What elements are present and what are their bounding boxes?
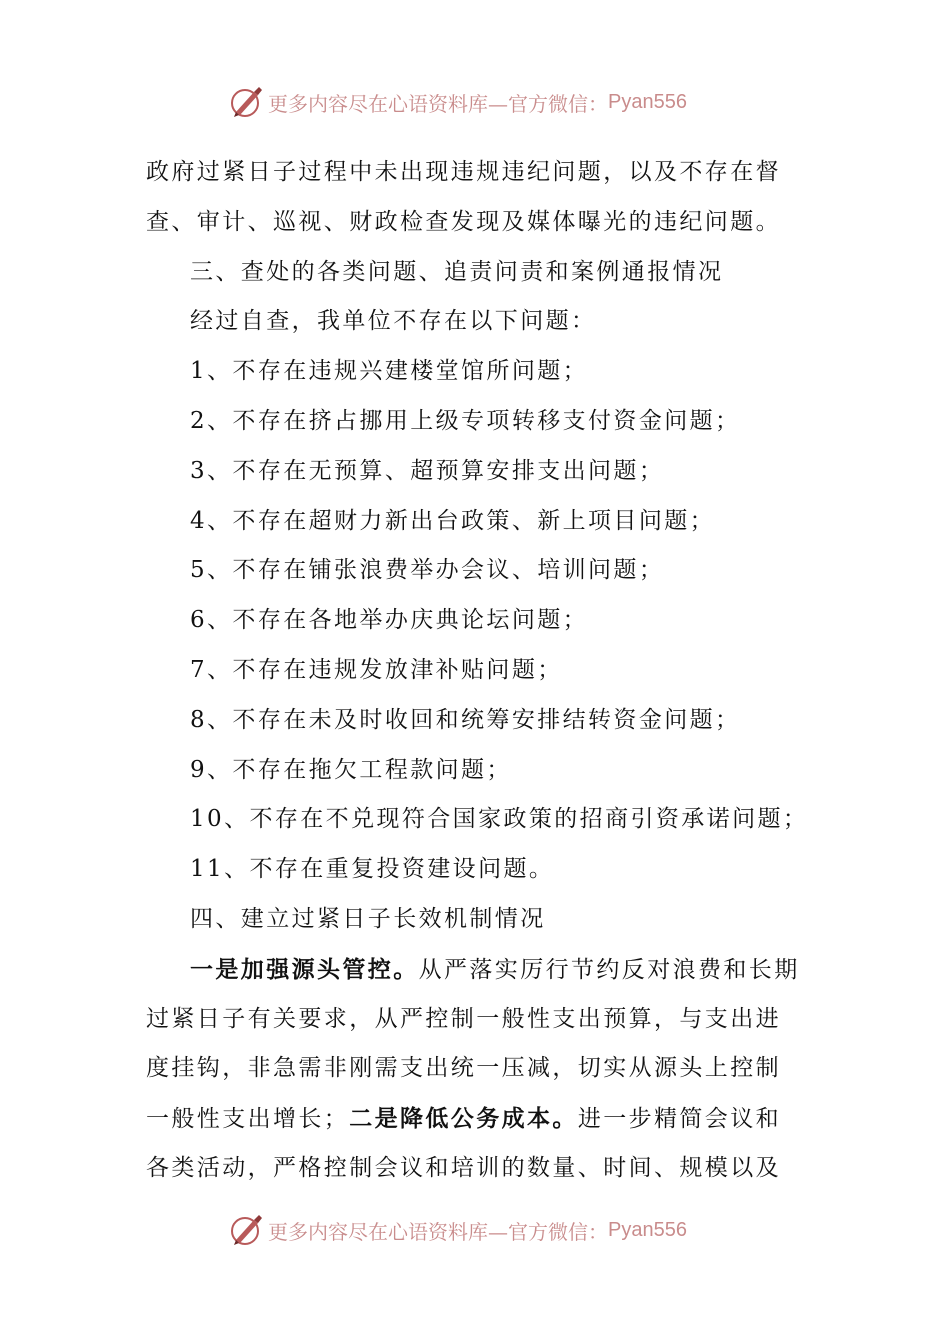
watermark-wechat-id: Pyan556 bbox=[608, 1218, 687, 1241]
list-item: 9、不存在拖欠工程款问题； bbox=[190, 756, 512, 783]
paragraph-line bbox=[146, 1094, 806, 1144]
list-item: 7、不存在违规发放津补贴问题； bbox=[190, 656, 563, 683]
watermark-text: 更多内容尽在心语资料库—官方微信： bbox=[268, 1219, 608, 1244]
bold-lead-2: 二是降低公务成本。 bbox=[349, 1105, 578, 1133]
list-item: 10、不存在不兑现符合国家政策的招商引资承诺问题； bbox=[190, 806, 809, 833]
paragraph-line: 各类活动，严格控制会议和培训的数量、时间、规模以及 bbox=[146, 1154, 781, 1181]
watermark-header bbox=[228, 82, 687, 122]
paragraph-text: 从严落实厉行节约反对浪费和长期 bbox=[418, 956, 800, 983]
paragraph-text: 进一步精简会议和 bbox=[577, 1106, 782, 1133]
paragraph-line bbox=[146, 945, 806, 995]
paragraph-text: 一般性支出增长； bbox=[146, 1106, 350, 1133]
list-item: 11、不存在重复投资建设问题。 bbox=[190, 856, 555, 883]
list-item: 3、不存在无预算、超预算安排支出问题； bbox=[190, 457, 665, 484]
section-heading-3: 三、查处的各类问题、追责问责和案例通报情况 bbox=[190, 258, 724, 285]
paragraph-line: 查、审计、巡视、财政检查发现及媒体曝光的违纪问题。 bbox=[146, 208, 781, 235]
pen-logo-icon bbox=[228, 84, 264, 120]
list-item: 2、不存在挤占挪用上级专项转移支付资金问题； bbox=[190, 407, 741, 434]
watermark-text: 更多内容尽在心语资料库—官方微信： bbox=[268, 91, 608, 116]
list-item: 1、不存在违规兴建楼堂馆所问题； bbox=[190, 358, 589, 385]
paragraph-line: 过紧日子有关要求，从严控制一般性支出预算，与支出进 bbox=[146, 1005, 781, 1032]
list-item: 6、不存在各地举办庆典论坛问题； bbox=[190, 607, 589, 634]
paragraph-line: 度挂钩，非急需非刚需支出统一压减，切实从源头上控制 bbox=[146, 1055, 781, 1082]
section-heading-4: 四、建立过紧日子长效机制情况 bbox=[190, 905, 546, 932]
paragraph-line: 政府过紧日子过程中未出现违规违纪问题，以及不存在督 bbox=[146, 159, 781, 185]
document-body bbox=[146, 148, 809, 1194]
list-item: 4、不存在超财力新出台政策、新上项目问题； bbox=[190, 507, 716, 534]
pen-logo-icon bbox=[228, 1212, 264, 1248]
bold-lead-1: 一是加强源头管控。 bbox=[190, 955, 419, 983]
list-item: 5、不存在铺张浪费举办会议、培训问题； bbox=[190, 557, 665, 584]
intro-line: 经过自查，我单位不存在以下问题： bbox=[190, 308, 597, 335]
watermark-wechat-id: Pyan556 bbox=[608, 90, 687, 113]
watermark-footer bbox=[228, 1210, 687, 1250]
list-item: 8、不存在未及时收回和统筹安排结转资金问题； bbox=[190, 706, 741, 733]
